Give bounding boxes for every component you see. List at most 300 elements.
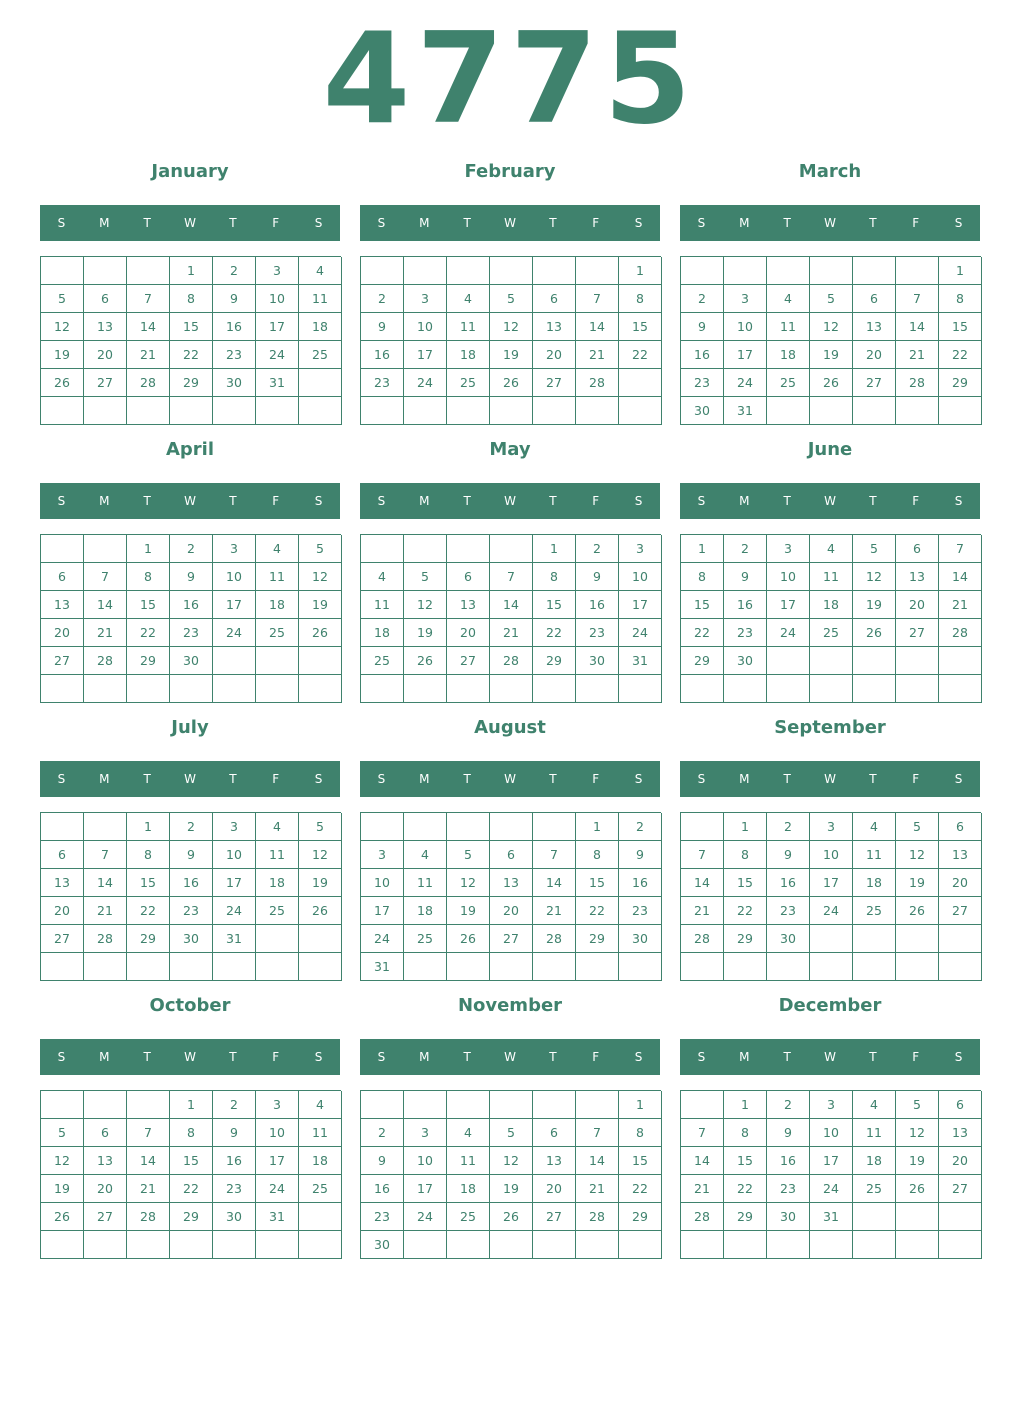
day-cell <box>724 953 767 981</box>
day-cell: 12 <box>299 841 342 869</box>
day-cell <box>404 535 447 563</box>
day-cell: 1 <box>619 257 662 285</box>
day-cell: 29 <box>724 1203 767 1231</box>
day-cell <box>533 1091 576 1119</box>
weekday-label: S <box>377 216 386 230</box>
day-cell: 20 <box>447 619 490 647</box>
day-cell: 25 <box>767 369 810 397</box>
day-cell: 4 <box>256 813 299 841</box>
day-cell: 10 <box>361 869 404 897</box>
weekday-header <box>40 205 340 241</box>
day-cell <box>170 675 213 703</box>
day-cell: 21 <box>896 341 939 369</box>
weekday-label: T <box>869 216 877 230</box>
day-cell: 27 <box>533 1203 576 1231</box>
days-grid <box>360 256 661 425</box>
day-cell <box>361 535 404 563</box>
day-cell: 17 <box>213 591 256 619</box>
day-cell <box>490 953 533 981</box>
day-cell: 2 <box>170 535 213 563</box>
day-cell: 14 <box>533 869 576 897</box>
weekday-label: S <box>954 216 963 230</box>
day-cell: 2 <box>361 1119 404 1147</box>
day-cell: 18 <box>256 869 299 897</box>
day-cell <box>490 1231 533 1259</box>
day-cell: 12 <box>404 591 447 619</box>
day-cell: 12 <box>490 313 533 341</box>
day-cell: 14 <box>127 1147 170 1175</box>
day-cell <box>810 675 853 703</box>
day-cell: 26 <box>810 369 853 397</box>
weekday-header <box>360 205 660 241</box>
day-cell: 31 <box>256 369 299 397</box>
day-cell: 22 <box>681 619 724 647</box>
day-cell: 7 <box>490 563 533 591</box>
day-cell <box>256 647 299 675</box>
day-cell: 7 <box>127 1119 170 1147</box>
day-cell: 10 <box>810 1119 853 1147</box>
month-name: January <box>151 161 229 182</box>
day-cell: 11 <box>299 1119 342 1147</box>
day-cell <box>619 369 662 397</box>
days-grid <box>360 1090 661 1259</box>
day-cell: 30 <box>724 647 767 675</box>
day-cell: 8 <box>170 285 213 313</box>
day-cell <box>447 675 490 703</box>
weekday-label: M <box>739 216 750 230</box>
weekday-label: F <box>272 772 280 786</box>
day-cell <box>767 397 810 425</box>
weekday-label: S <box>314 1050 323 1064</box>
day-cell: 18 <box>767 341 810 369</box>
day-cell <box>939 925 982 953</box>
weekday-header <box>680 1039 980 1075</box>
day-cell: 12 <box>896 1119 939 1147</box>
day-cell: 8 <box>724 841 767 869</box>
day-cell <box>299 1203 342 1231</box>
day-cell: 13 <box>533 313 576 341</box>
days-grid <box>40 1090 341 1259</box>
day-cell <box>127 1091 170 1119</box>
day-cell: 19 <box>896 1147 939 1175</box>
day-cell: 16 <box>767 869 810 897</box>
day-cell: 26 <box>41 369 84 397</box>
day-cell: 9 <box>170 563 213 591</box>
day-cell <box>361 813 404 841</box>
day-cell: 18 <box>299 313 342 341</box>
day-cell: 24 <box>213 897 256 925</box>
day-cell: 19 <box>299 869 342 897</box>
day-cell <box>213 953 256 981</box>
day-cell <box>853 925 896 953</box>
day-cell <box>404 953 447 981</box>
weekday-label: S <box>57 772 66 786</box>
day-cell <box>299 397 342 425</box>
day-cell: 6 <box>84 1119 127 1147</box>
day-cell: 31 <box>810 1203 853 1231</box>
day-cell: 21 <box>84 619 127 647</box>
day-cell <box>767 257 810 285</box>
day-cell: 21 <box>127 341 170 369</box>
day-cell: 5 <box>896 813 939 841</box>
day-cell: 5 <box>41 285 84 313</box>
weekday-label: F <box>272 216 280 230</box>
day-cell: 20 <box>939 1147 982 1175</box>
weekday-label: T <box>143 772 151 786</box>
weekday-header <box>360 483 660 519</box>
day-cell: 13 <box>490 869 533 897</box>
day-cell <box>490 397 533 425</box>
day-cell: 28 <box>127 1203 170 1231</box>
day-cell <box>170 953 213 981</box>
day-cell: 30 <box>767 925 810 953</box>
day-cell: 27 <box>84 369 127 397</box>
day-cell: 20 <box>853 341 896 369</box>
day-cell: 26 <box>490 1203 533 1231</box>
day-cell: 12 <box>447 869 490 897</box>
day-cell: 5 <box>490 1119 533 1147</box>
day-cell: 3 <box>256 1091 299 1119</box>
day-cell: 8 <box>533 563 576 591</box>
day-cell <box>896 647 939 675</box>
day-cell: 26 <box>896 897 939 925</box>
month-name: April <box>165 439 215 460</box>
day-cell: 29 <box>576 925 619 953</box>
day-cell <box>41 675 84 703</box>
day-cell: 20 <box>533 1175 576 1203</box>
day-cell <box>41 257 84 285</box>
day-cell <box>576 675 619 703</box>
day-cell <box>619 675 662 703</box>
day-cell: 6 <box>533 285 576 313</box>
weekday-header <box>680 761 980 797</box>
day-cell: 24 <box>361 925 404 953</box>
day-cell: 23 <box>213 1175 256 1203</box>
day-cell <box>490 1091 533 1119</box>
weekday-label: T <box>229 494 237 508</box>
month-name: February <box>464 161 556 182</box>
weekday-label: W <box>184 772 196 786</box>
day-cell <box>619 1231 662 1259</box>
weekday-label: F <box>272 494 280 508</box>
day-cell: 13 <box>853 313 896 341</box>
day-cell <box>533 397 576 425</box>
weekday-label: F <box>912 494 920 508</box>
day-cell: 24 <box>256 1175 299 1203</box>
day-cell: 2 <box>767 813 810 841</box>
weekday-label: F <box>592 216 600 230</box>
day-cell: 24 <box>810 897 853 925</box>
day-cell: 1 <box>724 813 767 841</box>
day-cell <box>681 257 724 285</box>
day-cell <box>213 675 256 703</box>
day-cell <box>681 813 724 841</box>
day-cell: 3 <box>724 285 767 313</box>
day-cell: 24 <box>256 341 299 369</box>
day-cell: 3 <box>810 1091 853 1119</box>
day-cell: 12 <box>853 563 896 591</box>
day-cell <box>810 647 853 675</box>
day-cell: 17 <box>404 1175 447 1203</box>
day-cell: 7 <box>84 563 127 591</box>
weekday-label: W <box>184 1050 196 1064</box>
weekday-label: S <box>697 216 706 230</box>
days-grid <box>680 534 981 703</box>
day-cell <box>299 925 342 953</box>
day-cell: 6 <box>533 1119 576 1147</box>
weekday-label: M <box>739 494 750 508</box>
day-cell: 31 <box>619 647 662 675</box>
day-cell <box>939 1203 982 1231</box>
day-cell: 27 <box>447 647 490 675</box>
day-cell <box>939 953 982 981</box>
day-cell: 25 <box>853 897 896 925</box>
day-cell: 21 <box>533 897 576 925</box>
day-cell: 19 <box>490 1175 533 1203</box>
day-cell: 22 <box>576 897 619 925</box>
day-cell: 15 <box>170 1147 213 1175</box>
day-cell: 4 <box>767 285 810 313</box>
day-cell <box>299 953 342 981</box>
day-cell: 27 <box>939 1175 982 1203</box>
day-cell: 22 <box>724 897 767 925</box>
day-cell: 1 <box>681 535 724 563</box>
day-cell <box>939 675 982 703</box>
day-cell: 21 <box>681 1175 724 1203</box>
day-cell <box>896 1231 939 1259</box>
day-cell: 15 <box>681 591 724 619</box>
day-cell <box>810 953 853 981</box>
weekday-header <box>680 205 980 241</box>
weekday-label: F <box>912 772 920 786</box>
weekday-label: T <box>549 1050 557 1064</box>
day-cell: 31 <box>256 1203 299 1231</box>
day-cell <box>447 535 490 563</box>
day-cell: 16 <box>361 341 404 369</box>
day-cell: 13 <box>447 591 490 619</box>
days-grid <box>40 256 341 425</box>
day-cell <box>170 397 213 425</box>
day-cell <box>256 675 299 703</box>
day-cell: 14 <box>576 313 619 341</box>
day-cell: 4 <box>256 535 299 563</box>
day-cell: 30 <box>213 369 256 397</box>
day-cell: 1 <box>533 535 576 563</box>
weekday-label: S <box>954 772 963 786</box>
day-cell: 22 <box>127 619 170 647</box>
day-cell <box>533 675 576 703</box>
weekday-label: M <box>419 494 430 508</box>
day-cell: 10 <box>767 563 810 591</box>
day-cell: 8 <box>724 1119 767 1147</box>
weekday-label: S <box>57 216 66 230</box>
day-cell: 18 <box>404 897 447 925</box>
day-cell <box>939 647 982 675</box>
day-cell <box>724 257 767 285</box>
day-cell: 13 <box>41 591 84 619</box>
weekday-label: M <box>739 772 750 786</box>
day-cell: 14 <box>84 869 127 897</box>
day-cell: 25 <box>447 369 490 397</box>
day-cell: 8 <box>576 841 619 869</box>
day-cell: 17 <box>256 1147 299 1175</box>
weekday-label: W <box>184 216 196 230</box>
day-cell: 28 <box>127 369 170 397</box>
weekday-label: S <box>377 1050 386 1064</box>
weekday-label: S <box>314 772 323 786</box>
day-cell: 16 <box>170 591 213 619</box>
day-cell: 17 <box>256 313 299 341</box>
days-grid <box>360 812 661 981</box>
day-cell <box>84 1231 127 1259</box>
day-cell: 12 <box>810 313 853 341</box>
day-cell <box>361 1091 404 1119</box>
day-cell: 3 <box>767 535 810 563</box>
weekday-label: T <box>463 216 471 230</box>
day-cell: 6 <box>447 563 490 591</box>
day-cell: 18 <box>853 869 896 897</box>
month-name: March <box>798 161 862 182</box>
day-cell: 3 <box>213 535 256 563</box>
weekday-label: F <box>912 216 920 230</box>
day-cell: 7 <box>576 285 619 313</box>
day-cell: 5 <box>810 285 853 313</box>
day-cell: 7 <box>681 841 724 869</box>
day-cell: 28 <box>939 619 982 647</box>
day-cell: 23 <box>361 1203 404 1231</box>
day-cell: 29 <box>127 647 170 675</box>
day-cell <box>404 1231 447 1259</box>
day-cell: 26 <box>404 647 447 675</box>
days-grid <box>40 534 341 703</box>
day-cell <box>576 1231 619 1259</box>
month-name: August <box>474 717 546 738</box>
day-cell <box>490 675 533 703</box>
weekday-label: F <box>592 494 600 508</box>
day-cell: 26 <box>896 1175 939 1203</box>
day-cell: 19 <box>490 341 533 369</box>
month-name: May <box>489 439 531 460</box>
day-cell: 11 <box>853 1119 896 1147</box>
day-cell: 1 <box>724 1091 767 1119</box>
weekday-label: T <box>143 1050 151 1064</box>
day-cell: 29 <box>619 1203 662 1231</box>
day-cell <box>810 1231 853 1259</box>
day-cell: 8 <box>127 563 170 591</box>
day-cell <box>299 675 342 703</box>
day-cell: 10 <box>213 841 256 869</box>
day-cell: 2 <box>361 285 404 313</box>
weekday-label: S <box>377 772 386 786</box>
day-cell: 23 <box>170 619 213 647</box>
day-cell: 9 <box>724 563 767 591</box>
day-cell: 20 <box>490 897 533 925</box>
day-cell: 4 <box>404 841 447 869</box>
day-cell: 16 <box>681 341 724 369</box>
day-cell <box>41 397 84 425</box>
weekday-label: S <box>314 494 323 508</box>
days-grid <box>680 812 981 981</box>
weekday-label: F <box>912 1050 920 1064</box>
day-cell: 9 <box>213 1119 256 1147</box>
day-cell <box>681 675 724 703</box>
day-cell: 8 <box>170 1119 213 1147</box>
weekday-label: M <box>99 772 110 786</box>
day-cell <box>299 1231 342 1259</box>
day-cell: 28 <box>84 925 127 953</box>
day-cell: 15 <box>619 313 662 341</box>
day-cell: 21 <box>490 619 533 647</box>
day-cell: 8 <box>939 285 982 313</box>
day-cell: 10 <box>619 563 662 591</box>
day-cell: 28 <box>681 925 724 953</box>
day-cell: 5 <box>853 535 896 563</box>
day-cell <box>767 647 810 675</box>
weekday-label: S <box>57 494 66 508</box>
day-cell <box>41 1091 84 1119</box>
weekday-label: S <box>697 1050 706 1064</box>
day-cell <box>619 953 662 981</box>
day-cell <box>896 953 939 981</box>
day-cell <box>127 397 170 425</box>
day-cell: 18 <box>361 619 404 647</box>
day-cell: 27 <box>41 925 84 953</box>
day-cell: 2 <box>576 535 619 563</box>
day-cell <box>299 369 342 397</box>
day-cell: 19 <box>896 869 939 897</box>
day-cell: 28 <box>681 1203 724 1231</box>
day-cell <box>939 1231 982 1259</box>
day-cell: 30 <box>361 1231 404 1259</box>
day-cell: 7 <box>533 841 576 869</box>
day-cell: 27 <box>490 925 533 953</box>
day-cell: 20 <box>84 1175 127 1203</box>
day-cell: 10 <box>256 285 299 313</box>
day-cell <box>299 647 342 675</box>
day-cell: 4 <box>853 1091 896 1119</box>
weekday-label: W <box>504 772 516 786</box>
day-cell <box>490 535 533 563</box>
day-cell: 12 <box>490 1147 533 1175</box>
day-cell: 25 <box>256 619 299 647</box>
day-cell <box>853 397 896 425</box>
day-cell <box>490 257 533 285</box>
day-cell: 23 <box>724 619 767 647</box>
day-cell <box>490 813 533 841</box>
day-cell: 6 <box>41 563 84 591</box>
month-name: October <box>149 995 231 1016</box>
weekday-label: M <box>99 494 110 508</box>
weekday-label: S <box>57 1050 66 1064</box>
day-cell: 11 <box>447 1147 490 1175</box>
day-cell: 28 <box>576 1203 619 1231</box>
day-cell: 4 <box>447 1119 490 1147</box>
year-title: 4775 <box>322 5 698 152</box>
day-cell: 14 <box>681 1147 724 1175</box>
weekday-label: S <box>954 494 963 508</box>
day-cell: 22 <box>619 1175 662 1203</box>
day-cell: 9 <box>619 841 662 869</box>
day-cell: 8 <box>681 563 724 591</box>
day-cell: 15 <box>619 1147 662 1175</box>
weekday-header <box>680 483 980 519</box>
day-cell: 16 <box>213 1147 256 1175</box>
day-cell: 11 <box>767 313 810 341</box>
day-cell: 18 <box>810 591 853 619</box>
day-cell: 27 <box>84 1203 127 1231</box>
day-cell: 21 <box>84 897 127 925</box>
day-cell <box>724 675 767 703</box>
